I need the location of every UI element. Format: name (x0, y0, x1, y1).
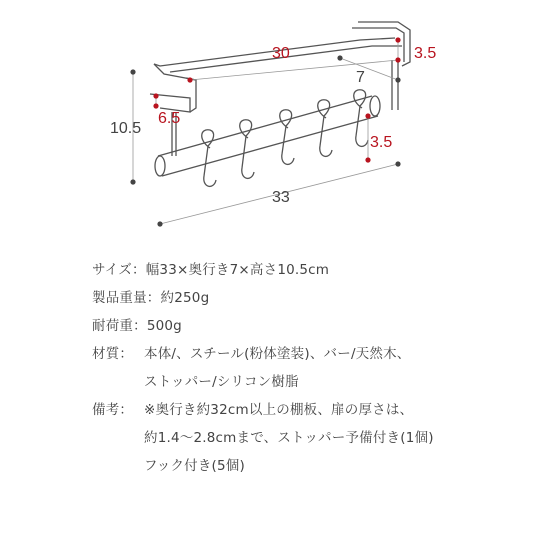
dim-bar-drop-label: 6.5 (158, 110, 181, 127)
spec-value: 約250g (160, 290, 210, 306)
spec-row-weight (92, 284, 542, 312)
spec-value: フック付き(5個) (144, 458, 245, 474)
dim-total-height-label: 10.5 (110, 120, 142, 137)
spec-value: 本体/、スチール(粉体塗装)、バー/天然木、 (144, 346, 411, 362)
spec-value: ※奥行き約32cm以上の棚板、扉の厚さは、 (144, 402, 414, 418)
dim-total-width-label: 33 (272, 189, 290, 206)
product-dimension-diagram (0, 0, 560, 250)
spec-row-notes (92, 396, 542, 480)
spec-value: 約1.4〜2.8cmまで、ストッパー予備付き(1個) (144, 430, 434, 446)
spec-value: 500g (146, 318, 182, 334)
dim-depth-label: 7 (356, 69, 365, 86)
dim-top-width-label: 30 (272, 45, 290, 62)
spec-row-material (92, 340, 542, 396)
spec-row-load (92, 312, 542, 340)
spec-list (92, 256, 542, 480)
dim-hook-spacing-label: 3.5 (370, 134, 393, 151)
dimension-lines (133, 40, 398, 224)
spec-label: 耐荷重： (92, 318, 147, 334)
spec-label: 備考： (92, 402, 134, 418)
spec-label: 製品重量： (92, 290, 161, 306)
spec-label: 材質： (92, 346, 134, 362)
spec-value: 幅33×奥行き7×高さ10.5cm (145, 262, 330, 278)
dim-top-height-label: 3.5 (414, 45, 437, 62)
spec-label: サイズ： (92, 262, 146, 278)
spec-value: ストッパー/シリコン樹脂 (144, 374, 299, 390)
spec-row-size (92, 256, 542, 284)
